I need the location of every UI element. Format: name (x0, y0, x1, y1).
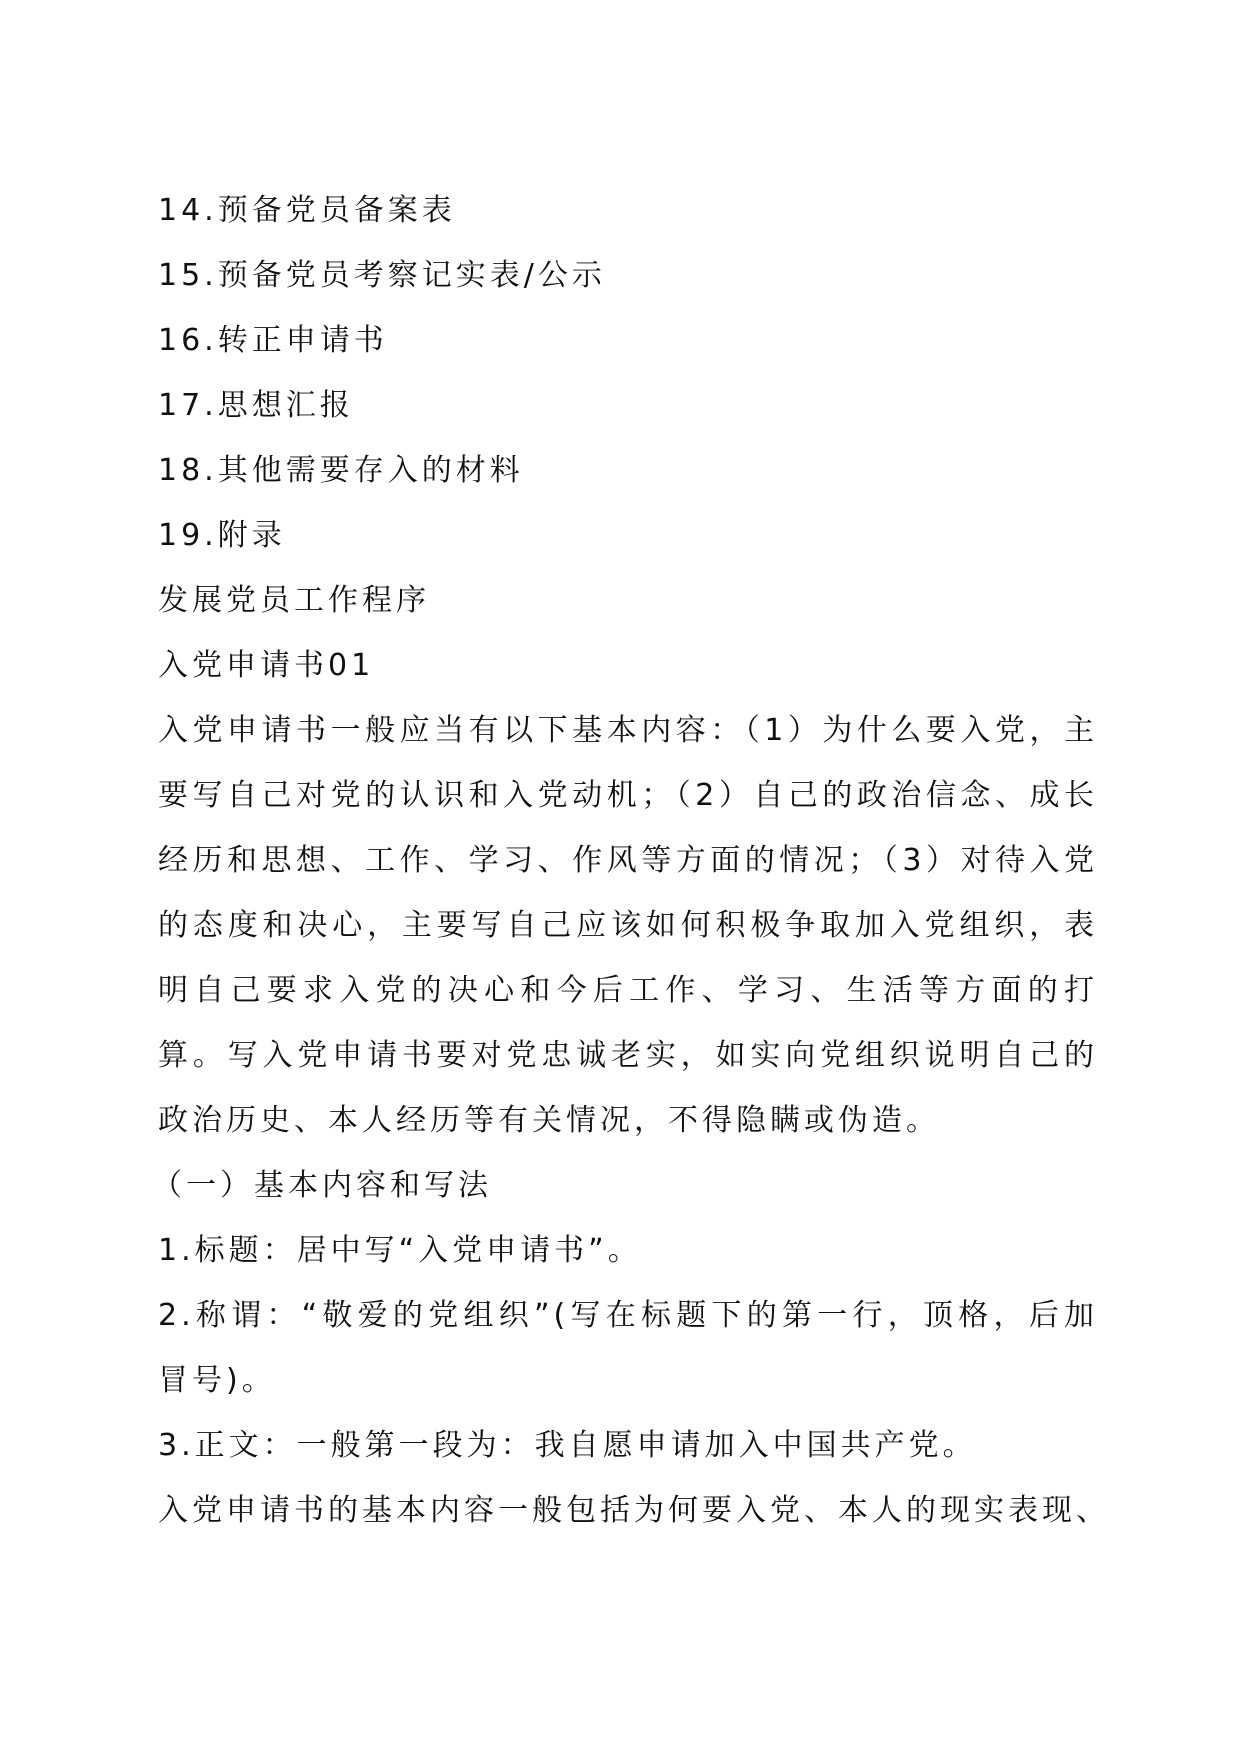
list-item: 2.称谓：“敬爱的党组织”(写在标题下的第一行，顶格，后加冒号)。 (158, 1298, 1098, 1398)
list-item: 14.预备党员备案表 (158, 193, 456, 228)
section-heading: （一）基本内容和写法 (152, 1168, 492, 1203)
body-paragraph: 入党申请书的基本内容一般包括为何要入党、本人的现实表现、 (158, 1493, 1110, 1528)
list-item: 15.预备党员考察记实表/公示 (158, 258, 606, 293)
list-item: 3.正文：一般第一段为：我自愿申请加入中国共产党。 (158, 1428, 977, 1463)
section-title: 入党申请书01 (158, 648, 375, 683)
body-paragraph: 入党申请书一般应当有以下基本内容：（1）为什么要入党，主要写自己对党的认识和入党动机；（2）自己的政治信念、成长经历和思想、工作、学习、作风等方面的情况；（3）对待入党的态度和决心，主要写自己应该如何积极争取加入党组织，表明自己要求入党的决心和今后工作、学习、生活等方面的打算。写入党申请书要对党忠诚老实，如实向党组织说明自己的政治历史、本人经历等有关情况，不得隐瞒或伪造。 (158, 713, 1098, 1138)
list-item: 17.思想汇报 (158, 388, 354, 423)
section-title: 发展党员工作程序 (158, 583, 430, 618)
list-item: 18.其他需要存入的材料 (158, 453, 524, 488)
list-item: 19.附录 (158, 518, 286, 553)
list-item: 1.标题：居中写“入党申请书”。 (158, 1233, 642, 1268)
document-body (152, 178, 1110, 1543)
list-item: 16.转正申请书 (158, 323, 388, 358)
